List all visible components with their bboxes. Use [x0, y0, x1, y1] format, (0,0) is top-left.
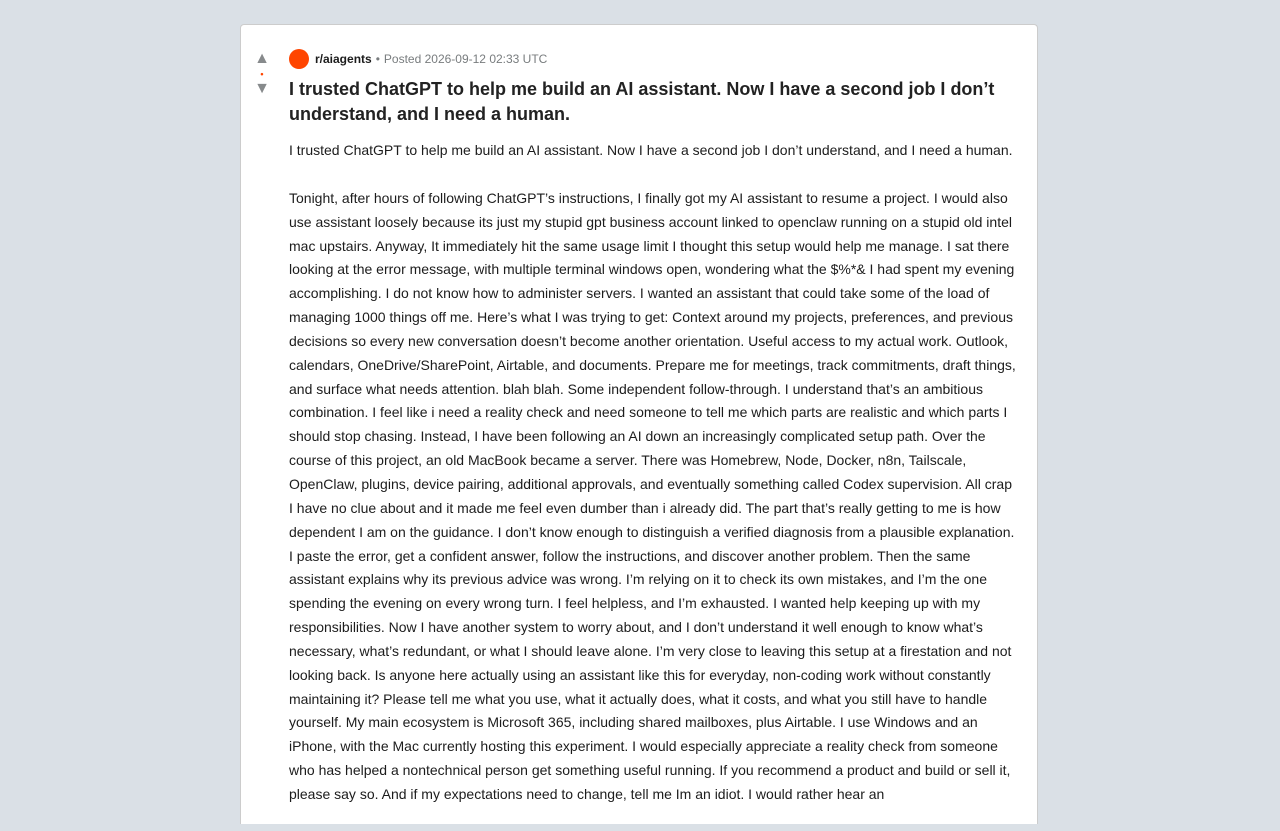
post-timestamp: Posted 2026-09-12 02:33 UTC: [383, 52, 548, 66]
subreddit-avatar-icon[interactable]: [289, 49, 309, 69]
post-paragraph: Tonight, after hours of following ChatGPT’s instructions, I finally got my AI assistant to resume a project. I would also use assistant loosely because its just my stupid gpt business account linked to openclaw running on a stupid old intel mac upstairs. Anyway, It immediately hit the same usage limit I thought this setup would help me manage. I sat there looking at the error message, with multiple terminal windows open, wondering what the $%*& I had spent my evening accomplishing. I do not know how to administer servers. I wanted an assistant that could take some of the load of managing 1000 things off me. Here’s what I was trying to get: Context around my projects, preferences, and previous decisions so every new conversation doesn’t become another orientation. Useful access to my actual work. Outlook, calendars, OneDrive/SharePoint, Airtable, and documents. Prepare me for meetings, track commitments, draft things, and surface what needs attention. blah blah. Some independent follow-through. I understand that’s an ambitious combination. I feel like i need a reality check and need someone to tell me which parts are realistic and which parts I should stop chasing. Instead, I have been following an AI down an increasingly complicated setup path. Over the course of this project, an old MacBook became a server. There was Homebrew, Node, Docker, n8n, Tailscale, OpenClaw, plugins, device pairing, additional approvals, and eventually something called Codex supervision. All crap I have no clue about and it made me feel even dumber than i already did. The part that’s really getting to me is how dependent I am on the guidance. I don’t know enough to distinguish a verified diagnosis from a plausible explanation. I paste the error, get a confident answer, follow the instructions, and discover another problem. Then the same assistant explains why its previous advice was wrong. I’m relying on it to check its own mistakes, and I’m the one spending the evening on every wrong turn. I feel helpless, and I’m exhausted. I wanted help keeping up with my responsibilities. Now I have another system to worry about, and I don’t understand it well enough to know what’s necessary, what’s redundant, or what I should leave alone. I’m very close to leaving this setup at a firestation and not looking back. Is anyone here actually using an assistant like this for everyday, non-coding work without constantly maintaining it? Please tell me what you use, what it actually does, what it costs, and what you still have to handle yourself. My main ecosystem is Microsoft 365, including shared mailboxes, plus Airtable. I use Windows and an iPhone, with the Mac currently hosting this experiment. I would especially appreciate a reality check from someone who has helped a nontechnical person get something useful running. If you recommend a product and build or sell it, please say so. And if my expectations need to change, tell me Im an idiot. I would rather hear an: [289, 189, 1016, 802]
post-content: [289, 49, 1017, 831]
post-meta: [289, 49, 1017, 69]
post-paragraph: I trusted ChatGPT to help me build an AI assistant. Now I have a second job I don’t understand, and I need a human.: [289, 142, 1013, 158]
post-body: [289, 139, 1017, 807]
post-card: [240, 24, 1038, 824]
downvote-icon[interactable]: ▼: [254, 80, 270, 97]
vote-column: [251, 49, 273, 99]
post-title[interactable]: I trusted ChatGPT to help me build an AI assistant. Now I have a second job I don’t understand, and I need a human.: [289, 79, 995, 124]
subreddit-link[interactable]: r/aiagents: [315, 52, 372, 66]
meta-separator: •: [375, 52, 380, 66]
vote-score: •: [260, 69, 264, 79]
upvote-icon[interactable]: ▲: [254, 50, 270, 67]
